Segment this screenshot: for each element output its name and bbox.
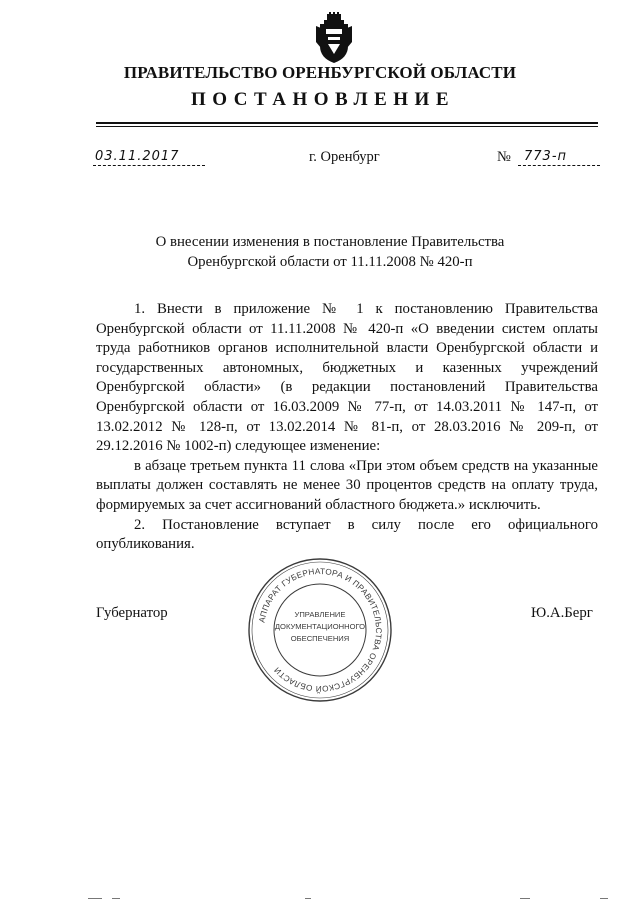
number-field [518,149,600,167]
government-title: ПРАВИТЕЛЬСТВО ОРЕНБУРГСКОЙ ОБЛАСТИ [123,63,517,82]
header-rule-thin [96,126,598,127]
date-field [93,149,205,167]
paragraph-1: 1. Внести в приложение № 1 к постановлению Правительства Оренбургской области от 11.11.2008 № 420-п «О введении систем оплаты труда работников органов исполнительной власти Оренбургской области и государственных автономных, бюджетных и казенных учреждений Оренбургской области» (в редакции постановлений Правительства Оренбургской области от 16.03.2009 № 77-п, от 14.03.2011 № 147-п, от 13.02.2012 № 128-п, от 13.02.2014 № 81-п, от 28.03.2016 № 209-п, от 29.12.2016 № 1002-п) следующее изменение: [96,301,598,455]
city-label: г. Оренбург [309,149,380,165]
subject-line-1: О внесении изменения в постановление Правительства [155,234,505,250]
date-underline [93,165,205,166]
paragraph-3: 2. Постановление вступает в силу после его официального опубликования. [96,516,598,553]
document-subject [140,232,520,272]
coat-of-arms-icon [314,12,354,64]
document-type: ПОСТАНОВЛЕНИЕ [190,89,456,110]
number-label: № [497,149,511,165]
number-underline [518,165,600,166]
signatory-title: Губернатор [96,605,168,621]
official-stamp [245,555,395,705]
number-value: 773-п [524,149,568,164]
header-rule-thick [96,122,598,124]
subject-line-2: Оренбургской области от 11.11.2008 № 420-п [187,254,473,270]
stamp-center-line-1: УПРАВЛЕНИЕ [294,610,346,619]
scan-artifact-dots [0,895,640,901]
date-value: 03.11.2017 [95,149,180,164]
signatory-name: Ю.А.Берг [531,605,593,621]
paragraph-2: в абзаце третьем пункта 11 слова «При этом объем средств на указанные выплаты должен составлять не менее 30 процентов средств на оплату труда, формируемых за счет ассигнований областного бюджета.» исключить. [96,457,598,513]
document-body [96,300,598,555]
stamp-center-line-2: ДОКУМЕНТАЦИОННОГО [274,622,366,631]
stamp-center-line-3: ОБЕСПЕЧЕНИЯ [290,634,350,643]
stamp-ring-text: АППАРАТ ГУБЕРНАТОРА И ПРАВИТЕЛЬСТВА ОРЕНБУРГСКОЙ ОБЛАСТИ [257,566,384,694]
